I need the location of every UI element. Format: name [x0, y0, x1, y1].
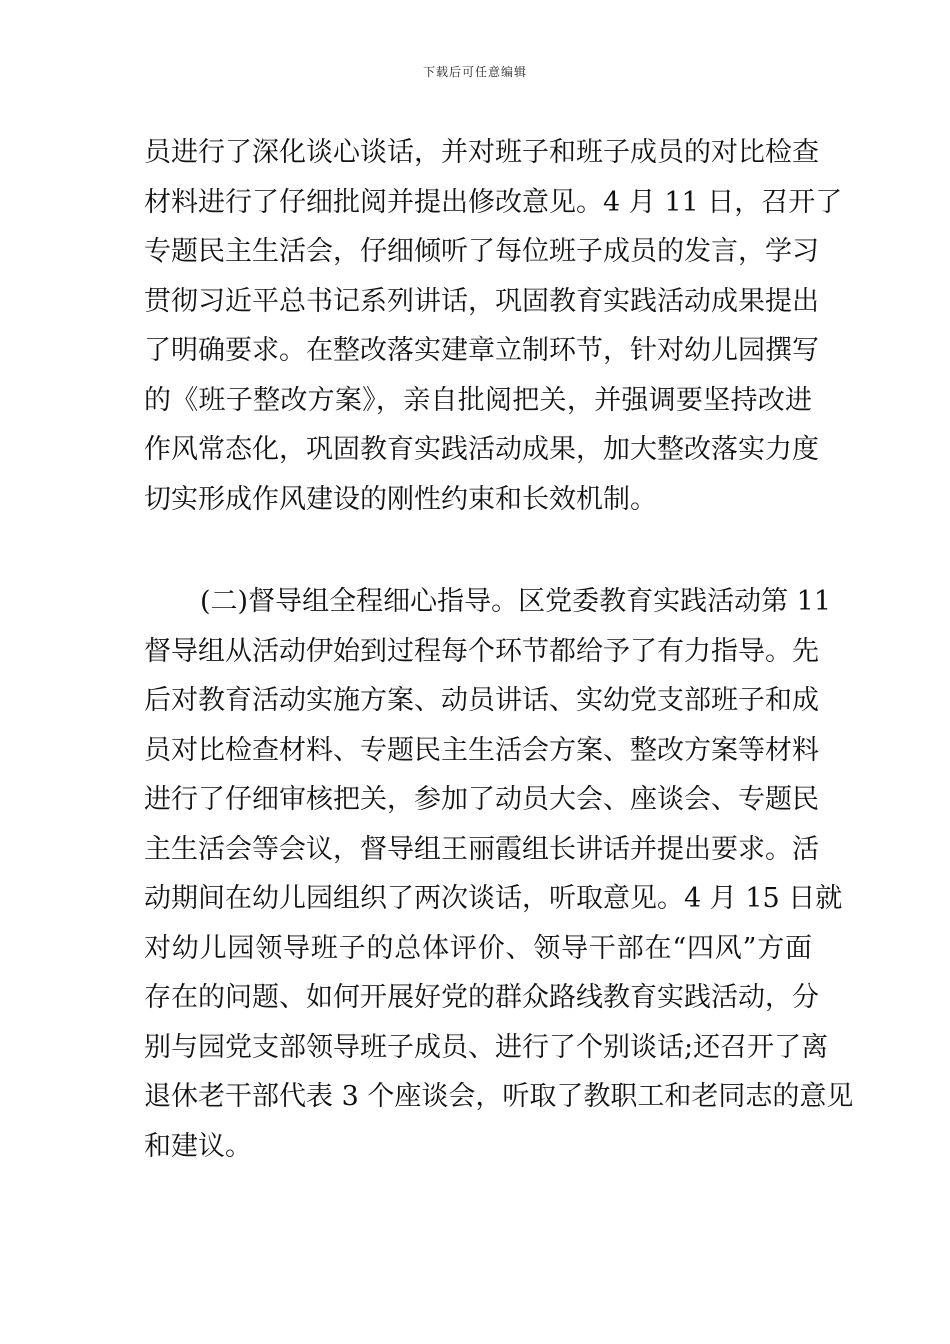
text-line: 和建议。 — [144, 1130, 252, 1162]
text-line: 主生活会等会议，督导组王丽霞组长讲话并提出要求。活 — [144, 833, 819, 865]
text-line: 切实形成作风建设的刚性约束和长效机制。 — [144, 483, 657, 515]
text-line: 贯彻习近平总书记系列讲话，巩固教育实践活动成果提出 — [144, 285, 819, 317]
text-line: 了明确要求。在整改落实建章立制环节，针对幼儿园撰写 — [144, 335, 819, 366]
text-line: 员进行了深化谈心谈话，并对班子和班子成员的对比检查 — [144, 137, 819, 168]
text-line: 别与园党支部领导班子成员、进行了个别谈话;还召开了离 — [144, 1031, 829, 1063]
page-header: 下载后可任意编辑 — [422, 65, 527, 79]
text-line: 的《班子整改方案》，亲自批阅把关，并强调要坚持改进 — [144, 384, 812, 416]
text-line: 对幼儿园领导班子的总体评价、领导干部在“四风”方面 — [144, 932, 812, 964]
text-line: 作风常态化，巩固教育实践活动成果，加大整改落实力度 — [144, 434, 819, 465]
text-line: 专题民主生活会，仔细倾听了每位班子成员的发言，学习 — [144, 236, 819, 267]
text-line: (二)督导组全程细心指导。区党委教育实践活动第 11 — [200, 586, 832, 617]
text-line: 员对比检查材料、专题民主生活会方案、整改方案等材料 — [144, 734, 819, 766]
text-line: 后对教育活动实施方案、动员讲话、实幼党支部班子和成 — [144, 685, 819, 716]
text-line: 督导组从活动伊始到过程每个环节都给予了有力指导。先 — [144, 635, 819, 667]
text-line: 动期间在幼儿园组织了两次谈话，听取意见。4 月 15 日就 — [144, 883, 843, 914]
text-line: 材料进行了仔细批阅并提出修改意见。4 月 11 日，召开了 — [144, 186, 843, 218]
paragraph — [144, 128, 843, 524]
text-line: 进行了仔细审核把关，参加了动员大会、座谈会、专题民 — [144, 784, 819, 815]
text-line: 退休老干部代表 3 个座谈会，听取了教职工和老同志的意见 — [144, 1081, 854, 1112]
text-line: 存在的问题、如何开展好党的群众路线教育实践活动，分 — [144, 982, 819, 1013]
document-body — [144, 128, 854, 1171]
paragraph-spacer — [144, 524, 812, 577]
paragraph — [144, 577, 854, 1171]
